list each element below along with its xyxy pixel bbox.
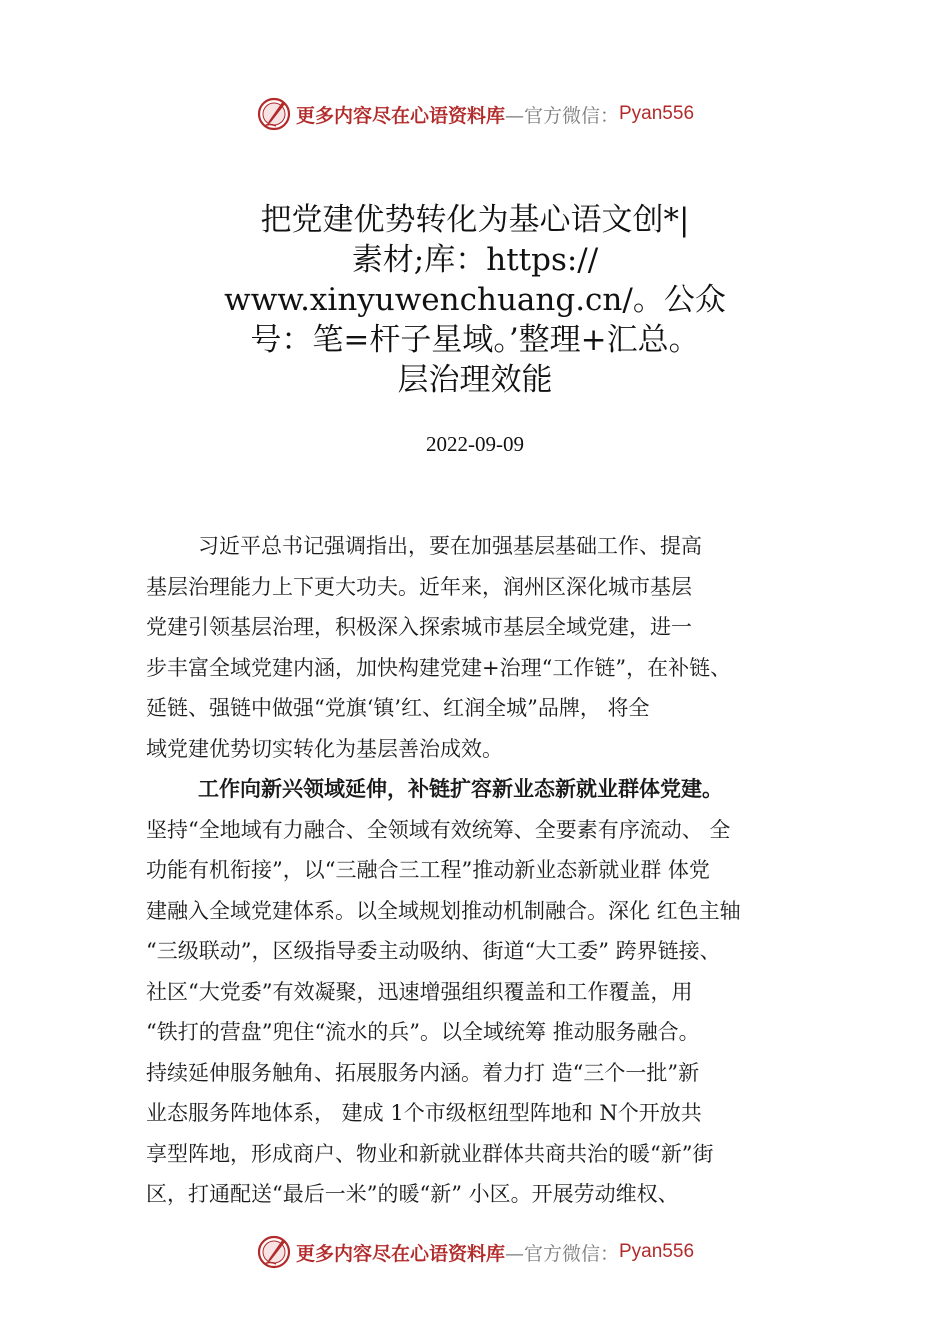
paragraph-1-line: 延链、强链中做强“党旗‘镇’红、红润全城”品牌， 将全 [146, 696, 650, 720]
quill-logo-icon [256, 96, 292, 132]
document-date: 2022-09-09 [426, 432, 524, 456]
paragraph-2-line: 社区“大党委”有效凝聚，迅速增强组织覆盖和工作覆盖，用 [146, 979, 693, 1004]
title-line: www.xinyuwenchuang.cn/。公众 [224, 282, 726, 318]
header-banner [0, 94, 950, 134]
paragraph-1-line: 步丰富全域党建内涵，加快构建党建+治理“工作链”，在补链、 [146, 655, 732, 680]
paragraph-2-line: 业态服务阵地体系， 建成 1个市级枢纽型阵地和 N个开放共 [146, 1101, 702, 1125]
footer-banner [0, 1232, 950, 1272]
title-line: 把党建优势转化为基心语文创*| [260, 202, 690, 238]
paragraph-1-line: 域党建优势切实转化为基层善治成效。 [146, 736, 503, 761]
title-line: 素材;库：https:// [351, 242, 599, 278]
banner-library-text: 更多内容尽在心语资料库 [295, 1242, 505, 1265]
title-line: 号：笔=杆子星域。’整理+汇总。 [250, 322, 700, 358]
paragraph-2-heading: 工作向新兴领域延伸，补链扩容新业态新就业群体党建。 [198, 777, 723, 801]
document-title [150, 200, 800, 400]
banner-wechat-id: Pyan556 [619, 103, 695, 124]
paragraph-1-line: 党建引领基层治理，积极深入探索城市基层全域党建，进一 [146, 615, 692, 639]
paragraph-2-line: 功能有机衔接”，以“三融合三工程”推动新业态新就业群 体党 [146, 858, 710, 882]
banner-library-text: 更多内容尽在心语资料库 [295, 104, 505, 127]
paragraph-2-line: “三级联动”，区级指导委主动吸纳、街道“大工委” 跨界链接、 [146, 939, 721, 963]
paragraph-2-line: 坚持“全地域有力融合、全领域有效统筹、全要素有序流动、 全 [146, 817, 731, 842]
paragraph-1-line: 习近平总书记强调指出，要在加强基层基础工作、提高 [198, 534, 702, 558]
banner-wechat-label: —官方微信： [504, 1242, 619, 1265]
paragraph-2-line: “铁打的营盘”兜住“流水的兵”。以全域统筹 推动服务融合。 [146, 1020, 700, 1044]
paragraph-2-line: 持续延伸服务触角、拓展服务内涵。着力打 造“三个一批”新 [146, 1060, 700, 1085]
banner-wechat-label: —官方微信： [504, 104, 619, 127]
paragraph-1-line: 基层治理能力上下更大功夫。近年来，润州区深化城市基层 [146, 574, 692, 599]
paragraph-2-line: 享型阵地，形成商户、物业和新就业群体共商共治的暖“新”街 [146, 1141, 714, 1166]
document-body [146, 526, 836, 1215]
title-line: 层治理效能 [397, 362, 553, 398]
banner-wechat-id: Pyan556 [619, 1241, 695, 1262]
quill-logo-icon [256, 1234, 292, 1270]
paragraph-2-line: 建融入全域党建体系。以全域规划推动机制融合。深化 红色主轴 [146, 898, 741, 923]
paragraph-2-line: 区，打通配送“最后一米”的暖“新” 小区。开展劳动维权、 [146, 1182, 679, 1206]
